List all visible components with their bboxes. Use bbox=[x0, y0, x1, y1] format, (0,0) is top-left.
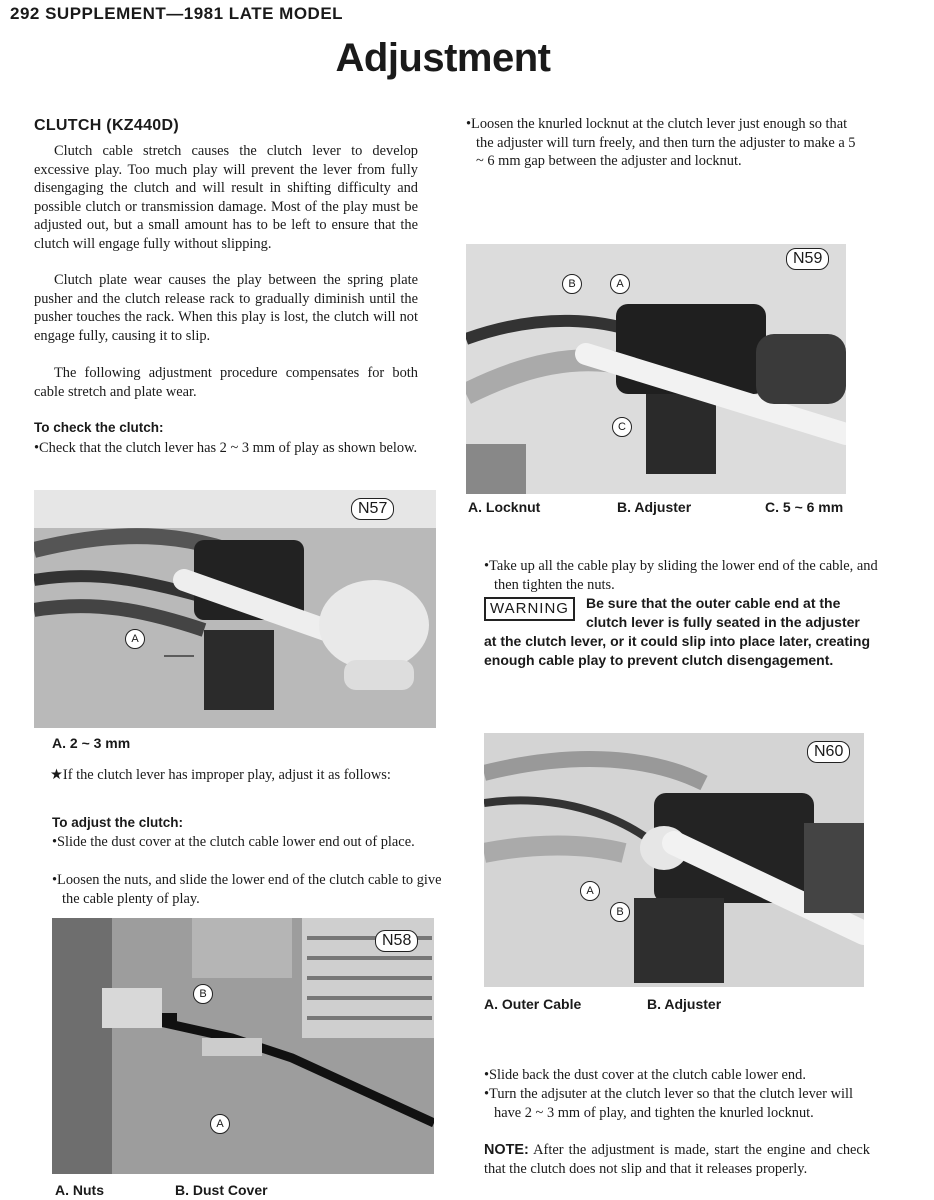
slide-back-bullet: •Slide back the dust cover at the clutch cable lower end. bbox=[484, 1067, 806, 1083]
figure-n59-label: N59 bbox=[786, 248, 829, 270]
warning-label: WARNING bbox=[484, 597, 575, 621]
figure-n58-caption-b: B. Dust Cover bbox=[175, 1182, 268, 1198]
clutch-lever-photo bbox=[34, 490, 436, 728]
note-paragraph bbox=[484, 1141, 870, 1178]
note-label: NOTE: bbox=[484, 1142, 529, 1158]
figure-n57-caption: A. 2 ~ 3 mm bbox=[52, 735, 131, 751]
take-up-play-bullet: •Take up all the cable play by sliding the lower end of the cable, and then tighten the nuts. bbox=[484, 558, 878, 593]
figure-n57-label: N57 bbox=[351, 498, 394, 520]
figure-n60-label: N60 bbox=[807, 741, 850, 763]
page-title: Adjustment bbox=[335, 36, 551, 80]
n58-callout-a: A bbox=[210, 1114, 230, 1134]
warning-line-1: Be sure that the outer cable end at the bbox=[586, 595, 841, 611]
figure-n60-photo bbox=[484, 733, 864, 987]
warning-text: at the clutch lever, or it could slip into place later, creating enough cable play to prevent clutch disengagement. bbox=[484, 633, 870, 668]
adjust-bullet-dust-cover: •Slide the dust cover at the clutch cable lower end out of place. bbox=[52, 834, 415, 850]
n59-callout-b: B bbox=[562, 274, 582, 294]
figure-n59-caption-b: B. Adjuster bbox=[617, 499, 692, 515]
turn-adjuster-bullet: •Turn the adjsuter at the clutch lever so that the clutch lever will have 2 ~ 3 mm of play, and tighten the knurled locknut. bbox=[484, 1086, 853, 1121]
improper-play-note: ★If the clutch lever has improper play, adjust it as follows: bbox=[50, 767, 391, 783]
n60-callout-b: B bbox=[610, 902, 630, 922]
check-bullet: •Check that the clutch lever has 2 ~ 3 mm of play as shown below. bbox=[34, 440, 418, 456]
outer-cable-photo bbox=[484, 733, 864, 987]
clutch-adjuster-photo bbox=[466, 244, 846, 494]
engine-cable-photo bbox=[52, 918, 434, 1174]
check-heading: To check the clutch: bbox=[34, 420, 164, 435]
figure-n58-label: N58 bbox=[375, 930, 418, 952]
adjust-bullet-loosen-nuts: •Loosen the nuts, and slide the lower end of the clutch cable to give the cable plenty of play. bbox=[52, 872, 442, 907]
paragraph-cable-stretch: Clutch cable stretch causes the clutch lever to develop excessive play. Too much play will prevent the lever from fully disengaging the clutch and will result in shifting difficulty and possible clutch or transmission damage. Most of the play must be adjusted out, but a small amount has to be left to ensure that the clutch will engage fully without slipping. bbox=[34, 143, 418, 252]
figure-n58-caption-a: A. Nuts bbox=[55, 1182, 104, 1198]
n59-callout-c: C bbox=[612, 417, 632, 437]
n60-callout-a: A bbox=[580, 881, 600, 901]
n59-callout-a: A bbox=[610, 274, 630, 294]
figure-n58-photo bbox=[52, 918, 434, 1174]
figure-n60-caption-a: A. Outer Cable bbox=[484, 996, 582, 1012]
figure-n59-caption-a: A. Locknut bbox=[468, 499, 541, 515]
paragraph-procedure: The following adjustment procedure compensates for both cable stretch and plate wear. bbox=[34, 365, 418, 400]
paragraph-plate-wear: Clutch plate wear causes the play between the spring plate pusher and the clutch release rack to gradually diminish until the pusher touches the rack. When this play is lost, the clutch will not engage fully, causing it to slip. bbox=[34, 272, 418, 344]
n57-callout-a: A bbox=[125, 629, 145, 649]
figure-n59-photo bbox=[466, 244, 846, 494]
warning-line-2: clutch lever is fully seated in the adjuster bbox=[586, 614, 860, 630]
figure-n60-caption-b: B. Adjuster bbox=[647, 996, 722, 1012]
n58-callout-b: B bbox=[193, 984, 213, 1004]
note-text: After the adjustment is made, start the engine and check that the clutch does not slip and that it releases properly. bbox=[484, 1142, 870, 1177]
loosen-locknut-bullet: •Loosen the knurled locknut at the clutch lever just enough so that the adjuster will turn freely, and then turn the adjuster to make a 5 ~ 6 mm gap between the adjuster and locknut. bbox=[466, 116, 856, 170]
figure-n59-caption-c: C. 5 ~ 6 mm bbox=[765, 499, 844, 515]
section-heading: CLUTCH (KZ440D) bbox=[34, 117, 179, 134]
page-header: 292 SUPPLEMENT—1981 LATE MODEL bbox=[10, 4, 344, 23]
figure-n57-photo bbox=[34, 490, 436, 728]
adjust-heading: To adjust the clutch: bbox=[52, 815, 183, 830]
